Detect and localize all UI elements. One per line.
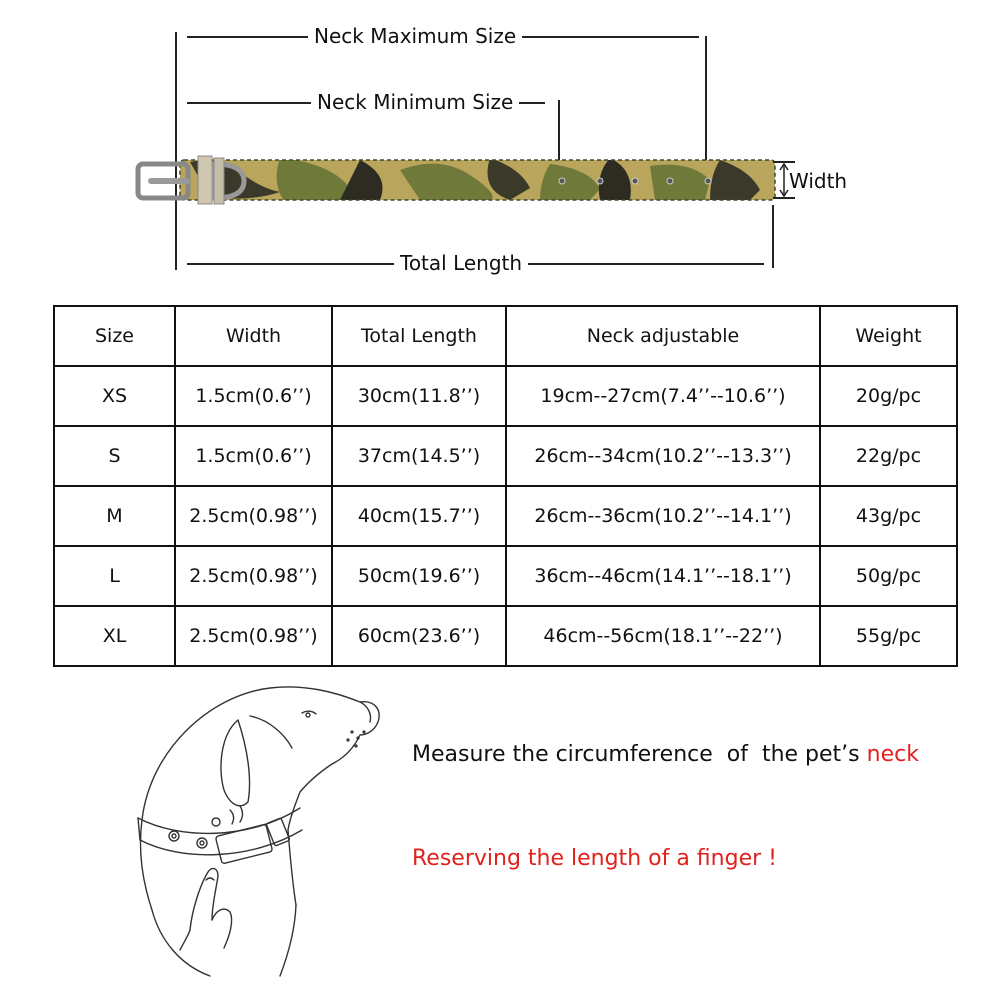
table-cell: XL	[54, 606, 175, 666]
table-cell: 20g/pc	[820, 366, 957, 426]
total-length-label: Total Length	[394, 251, 528, 275]
table-cell: 1.5cm(0.6’’)	[175, 366, 332, 426]
table-cell: 2.5cm(0.98’’)	[175, 486, 332, 546]
header-width: Width	[175, 306, 332, 366]
table-cell: S	[54, 426, 175, 486]
table-cell: 36cm--46cm(14.1’’--18.1’’)	[506, 546, 820, 606]
table-cell: 55g/pc	[820, 606, 957, 666]
reserve-finger-note: Reserving the length of a finger !	[412, 846, 777, 871]
width-bottom-line	[773, 197, 795, 199]
width-label: Width	[789, 169, 848, 193]
neck-maximum-end-line	[705, 36, 707, 161]
measure-instruction	[412, 742, 919, 767]
table-cell: 26cm--34cm(10.2’’--13.3’’)	[506, 426, 820, 486]
header-total-length: Total Length	[332, 306, 506, 366]
table-cell: 1.5cm(0.6’’)	[175, 426, 332, 486]
total-length-end-line	[772, 205, 774, 268]
table-row	[54, 546, 957, 606]
table-cell: L	[54, 546, 175, 606]
table-cell: 30cm(11.8’’)	[332, 366, 506, 426]
table-cell: XS	[54, 366, 175, 426]
table-row	[54, 606, 957, 666]
table-row	[54, 426, 957, 486]
table-cell: 26cm--36cm(10.2’’--14.1’’)	[506, 486, 820, 546]
table-cell: 46cm--56cm(18.1’’--22’’)	[506, 606, 820, 666]
table-cell: M	[54, 486, 175, 546]
table-cell: 40cm(15.7’’)	[332, 486, 506, 546]
size-table	[53, 305, 958, 667]
table-cell: 50cm(19.6’’)	[332, 546, 506, 606]
table-cell: 43g/pc	[820, 486, 957, 546]
dog-measuring-illustration	[120, 680, 400, 980]
measure-instruction-text: Measure the circumference of the pet’s	[412, 742, 867, 767]
table-cell: 60cm(23.6’’)	[332, 606, 506, 666]
table-header-row	[54, 306, 957, 366]
camo-collar-image	[130, 150, 780, 212]
table-cell: 50g/pc	[820, 546, 957, 606]
table-cell: 19cm--27cm(7.4’’--10.6’’)	[506, 366, 820, 426]
header-size: Size	[54, 306, 175, 366]
table-cell: 37cm(14.5’’)	[332, 426, 506, 486]
neck-minimum-label: Neck Minimum Size	[311, 90, 519, 114]
table-row	[54, 366, 957, 426]
measure-instruction-highlight: neck	[866, 742, 919, 767]
table-row	[54, 486, 957, 546]
header-weight: Weight	[820, 306, 957, 366]
table-cell: 2.5cm(0.98’’)	[175, 606, 332, 666]
table-cell: 2.5cm(0.98’’)	[175, 546, 332, 606]
header-neck-adjustable: Neck adjustable	[506, 306, 820, 366]
table-cell: 22g/pc	[820, 426, 957, 486]
neck-maximum-label: Neck Maximum Size	[308, 24, 522, 48]
